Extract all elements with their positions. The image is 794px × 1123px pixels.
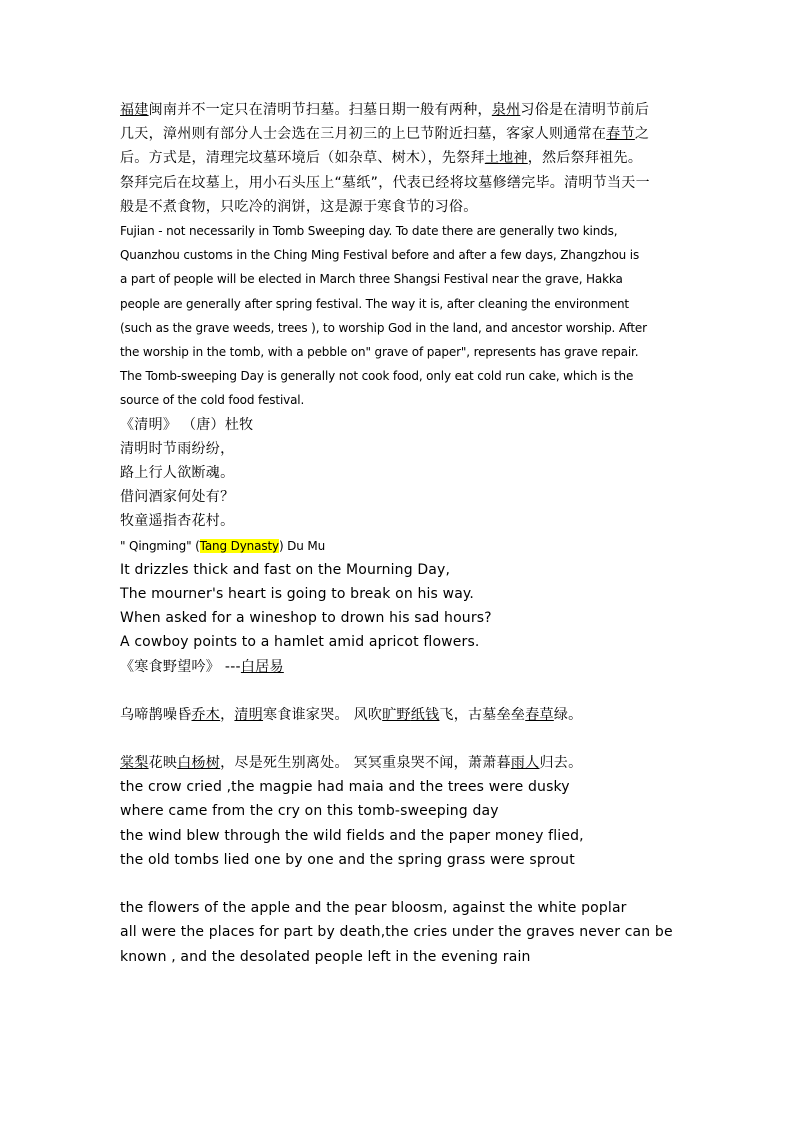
essay-en-line: the worship in the tomb, with a pebble on" grave of paper", represents has grave repair.	[120, 345, 639, 360]
poem2-chinese-line2	[120, 751, 680, 775]
poem1-zh-line: 路上行人欲断魂。	[120, 465, 235, 482]
text-run: 飞，古墓垒垒	[439, 706, 526, 723]
essay-zh-line	[120, 98, 680, 122]
poem1-title-en-highlight: Tang Dynasty	[199, 538, 279, 553]
text-run: 般是不煮食物，只吃冷的润饼，这是源于寒食节的习俗。	[120, 198, 478, 215]
blank-line	[120, 727, 680, 751]
underlined-term: 土地神	[484, 150, 528, 167]
underlined-term: 雨人	[510, 755, 540, 772]
essay-en-line: people are generally after spring festival. The way it is, after cleaning the environment	[120, 296, 629, 311]
essay-en-line: The Tomb-sweeping Day is generally not cook food, only eat cold run cake, which is the	[120, 369, 634, 384]
text-run: ，尽是死生别离处。 冥冥重泉哭不闻，萧萧暮	[220, 755, 511, 772]
blank-line	[120, 679, 680, 703]
poem2-en-line: known , and the desolated people left in the evening rain	[120, 948, 531, 965]
text-run: 乌啼鹊噪昏	[120, 706, 192, 723]
poem2-en-line: the flowers of the apple and the pear bloosm, against the white poplar	[120, 900, 627, 917]
poem2-en-line: the crow cried ,the magpie had maia and the trees were dusky	[120, 779, 570, 796]
text-run: 归去。	[539, 755, 583, 772]
text-run: 寒食谁家哭。 风吹	[263, 706, 383, 723]
underlined-term: 白杨树	[177, 755, 221, 772]
blank-line	[120, 872, 680, 896]
poem1-zh-line: 牧童遥指杏花村。	[120, 513, 235, 530]
text-run: 习俗是在清明节前后	[520, 102, 650, 118]
underlined-term: 旷野	[382, 706, 411, 723]
underlined-term: 春草	[525, 706, 554, 723]
essay-english	[120, 219, 680, 413]
poem1-zh-line: 清明时节雨纷纷，	[120, 440, 235, 457]
essay-en-line: (such as the grave weeds, trees ), to worship God in the land, and ancestor worship. After	[120, 320, 647, 335]
essay-zh-line	[120, 122, 680, 146]
poem1-chinese	[120, 437, 680, 534]
poem2-title-prefix: 《寒食野望吟》 ---	[120, 658, 241, 675]
text-run: 后。方式是，清理完坟墓环境后（如杂草、树木），先祭拜	[120, 150, 485, 167]
poem2-en-line: where came from the cry on this tomb-sweeping day	[120, 803, 499, 820]
text-run: ，然后祭拜祖先。	[527, 150, 643, 167]
poem1-en-line: A cowboy points to a hamlet amid apricot flowers.	[120, 634, 480, 651]
poem2-english-part1	[120, 775, 680, 872]
underlined-term: 乔木	[191, 706, 221, 723]
document-body	[120, 98, 680, 969]
poem2-en-line: the old tombs lied one by one and the spring grass were sprout	[120, 851, 575, 868]
poem1-zh-line: 借问酒家何处有？	[120, 489, 235, 506]
text-run: 花映	[148, 755, 178, 772]
text-run: 绿。	[553, 706, 583, 723]
text-run: ，	[220, 706, 235, 723]
poem2-en-line: all were the places for part by death,the cries under the graves never can be	[120, 924, 673, 941]
poem1-en-line: When asked for a wineshop to drown his sad hours?	[120, 610, 492, 627]
essay-zh-line	[120, 146, 680, 170]
poem1-title-en	[120, 534, 680, 558]
essay-en-line: source of the cold food festival.	[120, 393, 305, 408]
essay-zh-line	[120, 171, 680, 195]
underlined-term: 泉州	[491, 102, 521, 118]
essay-zh-line	[120, 195, 680, 219]
poem1-english	[120, 558, 680, 655]
poem1-title-zh: 《清明》 （唐）杜牧	[120, 416, 254, 433]
underlined-term: 春节	[606, 126, 635, 143]
text-run: 几天，漳州则有部分人士会选在三月初三的上巳节附近扫墓，客家人则通常在	[120, 126, 607, 143]
poem2-chinese-line1	[120, 703, 680, 727]
underlined-term: 纸钱	[410, 706, 440, 723]
underlined-term: 棠梨	[120, 755, 149, 772]
poem1-en-line: It drizzles thick and fast on the Mourning Day,	[120, 561, 451, 578]
poem2-author: 白居易	[240, 658, 284, 675]
poem1-title-en-prefix: " Qingming" (	[120, 538, 200, 553]
underlined-term: 清明	[234, 706, 264, 723]
poem2-en-line: the wind blew through the wild fields and the paper money flied,	[120, 827, 584, 844]
essay-en-line: a part of people will be elected in March three Shangsi Festival near the grave, Hakka	[120, 272, 623, 287]
text-run: 闽南并不一定只在清明节扫墓。扫墓日期一般有两种，	[148, 102, 492, 118]
essay-chinese	[120, 98, 680, 219]
poem1-en-line: The mourner's heart is going to break on his way.	[120, 586, 474, 603]
essay-en-line: Quanzhou customs in the Ching Ming Festival before and after a few days, Zhangzhou is	[120, 248, 640, 263]
underlined-term: 福建	[120, 102, 149, 118]
text-run: 祭拜完后在坟墓上，用小石头压上“墓纸”，代表已经将坟墓修缮完毕。清明节当天一	[120, 174, 650, 191]
poem2-title	[120, 655, 680, 679]
text-run: 之	[634, 126, 650, 143]
essay-en-line: Fujian - not necessarily in Tomb Sweeping day. To date there are generally two kinds,	[120, 224, 618, 239]
poem2-english-part2	[120, 896, 680, 969]
poem1-title-en-suffix: ) Du Mu	[278, 538, 326, 553]
